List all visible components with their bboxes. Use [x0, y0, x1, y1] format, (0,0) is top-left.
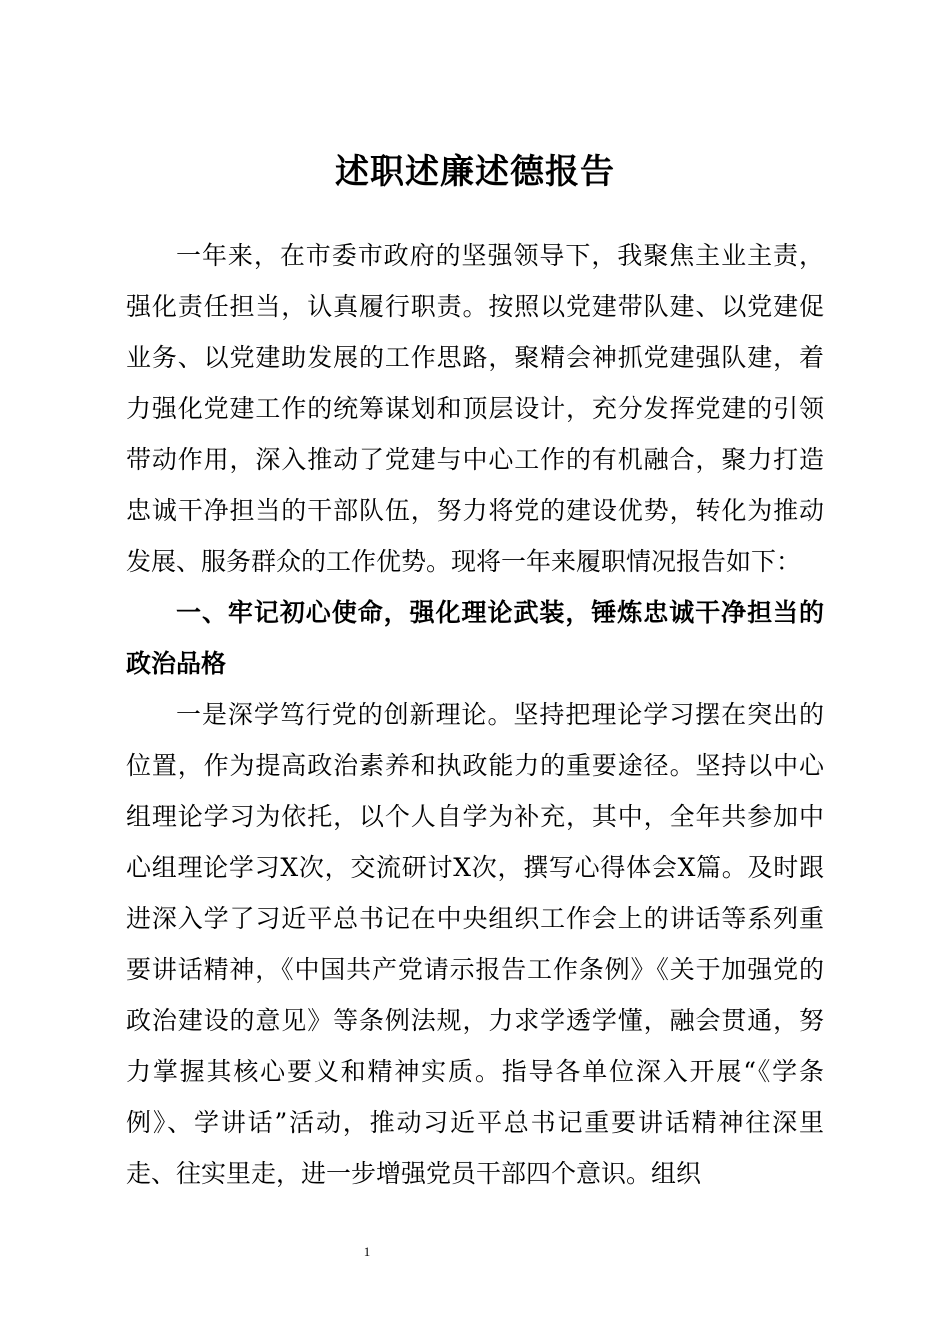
- document-title: 述职述廉述德报告: [335, 152, 615, 192]
- intro-paragraph: 一年来，在市委市政府的坚强领导下，我聚焦主业主责，强化责任担当，认真履行职责。按照以党建带队建、以党建促业务、以党建助发展的工作思路，聚精会神抓党建强队建，着力强化党建工作的统筹谋划和顶层设计，充分发挥党建的引领带动作用，深入推动了党建与中心工作的有机融合，聚力打造忠诚干净担当的干部队伍，努力将党的建设优势，转化为推动发展、服务群众的工作优势。现将一年来履职情况报告如下：: [126, 241, 824, 576]
- document-body: [126, 230, 824, 1199]
- body-paragraph: 一是深学笃行党的创新理论。坚持把理论学习摆在突出的位置，作为提高政治素养和执政能力的重要途径。坚持以中心组理论学习为依托，以个人自学为补充，其中，全年共参加中心组理论学习X次，交流研讨X次，撰写心得体会X篇。及时跟进深入学了习近平总书记在中央组织工作会上的讲话等系列重要讲话精神，《中国共产党请示报告工作条例》《关于加强党的政治建设的意见》等条例法规，力求学透学懂，融会贯通，努力掌握其核心要义和精神实质。指导各单位深入开展“《学条例》、学讲话”活动，推动习近平总书记重要讲话精神往深里走、往实里走，进一步增强党员干部四个意识。组织: [126, 700, 824, 1188]
- section-heading: 一、牢记初心使命，强化理论武装，锤炼忠诚干净担当的政治品格: [126, 598, 824, 678]
- page-number: 1: [363, 1244, 371, 1259]
